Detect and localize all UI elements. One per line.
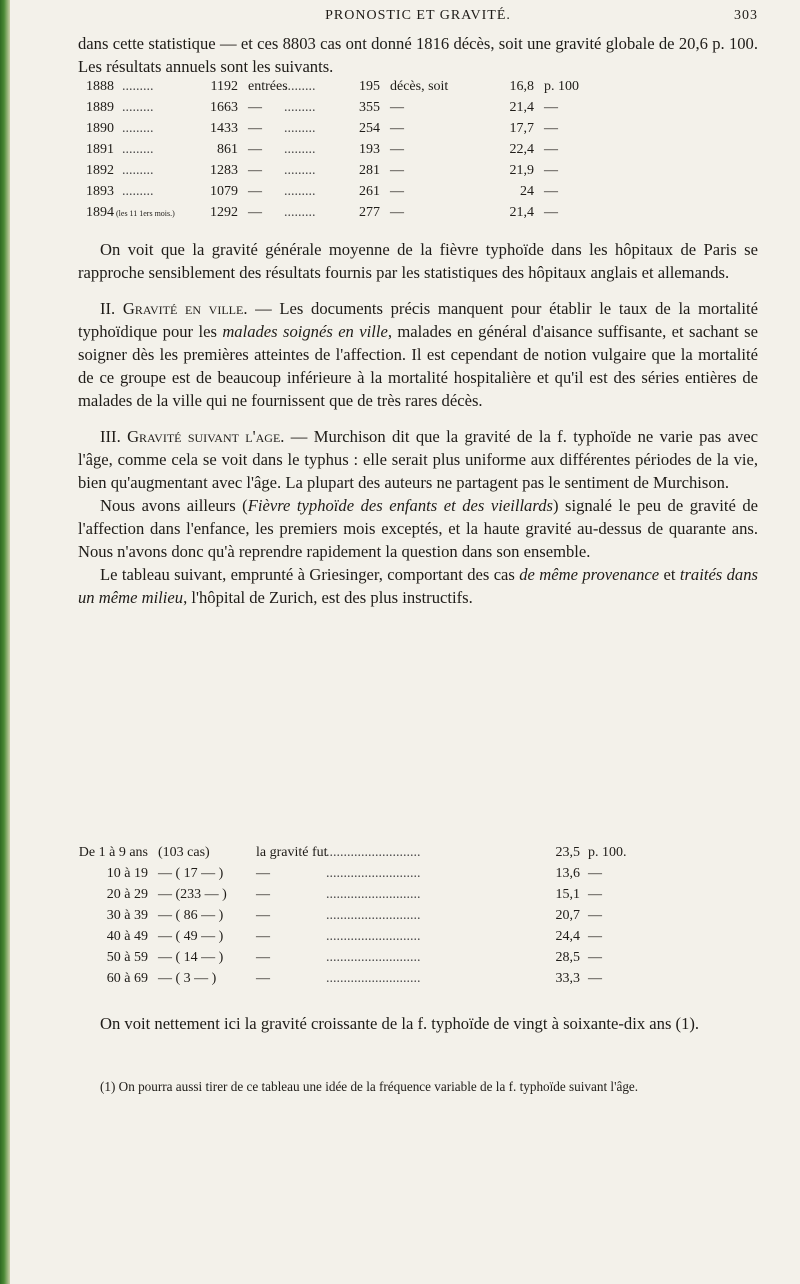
stats-entries-label: — <box>248 205 262 220</box>
stats-deaths: 193 <box>359 142 380 157</box>
annual-stats-table <box>78 76 758 223</box>
stats-row <box>78 118 758 139</box>
age-percentage: 13,6 <box>555 866 580 881</box>
age-cases: — ( 3 — ) <box>158 971 217 986</box>
stats-year: 1889 <box>86 100 114 115</box>
age-range: 40 à 49 <box>106 929 148 944</box>
stats-deaths: 277 <box>359 205 380 220</box>
stats-leader-dots: ......... <box>122 184 154 199</box>
age-row <box>78 842 758 863</box>
section-3-paragraph-2: Nous avons ailleurs (Fièvre typhoïde des enfants et des vieillards) signalé le peu de gravité de l'affection dans l'enfance, les premiers mois exceptés, et la haute gravité au-dessus de quarante ans. Nous n'avons donc qu'à reprendre rapidement la question dans son ensemble. <box>78 496 759 561</box>
stats-unit: — <box>544 205 558 220</box>
body-text-block-1 <box>78 238 758 609</box>
stats-year-note: (les 11 1ers mois.) <box>114 209 175 218</box>
stats-entries: 1192 <box>210 79 238 94</box>
age-leader-dots: ........................... <box>326 866 421 881</box>
stats-row <box>78 139 758 160</box>
section-2-heading: II. Gravité en ville. <box>100 299 248 318</box>
stats-year: 1891 <box>86 142 114 157</box>
stats-entries: 1433 <box>210 121 238 136</box>
stats-row <box>78 202 758 223</box>
stats-deaths: 355 <box>359 100 380 115</box>
age-unit: — <box>588 971 602 986</box>
stats-year: 1893 <box>86 184 114 199</box>
book-binding-edge <box>0 0 10 1284</box>
age-percentage: 23,5 <box>555 845 580 860</box>
stats-leader-dots: ......... <box>284 184 316 199</box>
age-percentage: 20,7 <box>555 908 580 923</box>
age-cases: — ( 86 — ) <box>158 908 224 923</box>
age-row <box>78 905 758 926</box>
age-leader-dots: ........................... <box>326 845 421 860</box>
stats-leader-dots: ......... <box>284 163 316 178</box>
stats-leader-dots: ......... <box>122 142 154 157</box>
running-header <box>78 8 758 28</box>
stats-deaths-label: décès, soit <box>390 79 449 94</box>
age-gravity-table <box>78 842 758 989</box>
stats-row <box>78 76 758 97</box>
age-unit: — <box>588 908 602 923</box>
stats-unit: — <box>544 142 558 157</box>
age-label: — <box>256 887 270 902</box>
age-cases: — (233 — ) <box>158 887 227 902</box>
age-cases: (103 cas) <box>158 845 210 860</box>
stats-unit: — <box>544 163 558 178</box>
age-unit: — <box>588 866 602 881</box>
stats-leader-dots: ......... <box>122 163 154 178</box>
stats-unit: — <box>544 121 558 136</box>
stats-year: 1892 <box>86 163 114 178</box>
stats-unit: — <box>544 184 558 199</box>
stats-deaths-label: — <box>390 100 404 115</box>
age-unit: — <box>588 887 602 902</box>
stats-entries-label: — <box>248 121 262 136</box>
age-label: — <box>256 866 270 881</box>
stats-leader-dots: ......... <box>284 121 316 136</box>
stats-unit: p. 100 <box>544 79 579 94</box>
age-leader-dots: ........................... <box>326 971 421 986</box>
stats-percentage: 24 <box>520 184 534 199</box>
age-leader-dots: ........................... <box>326 887 421 902</box>
stats-deaths: 195 <box>359 79 380 94</box>
stats-deaths-label: — <box>390 142 404 157</box>
paragraph-moyenne: On voit que la gravité générale moyenne de la fièvre typhoïde dans les hôpitaux de Paris se rapproche sensiblement des résultats fournis par les statistiques des hôpitaux anglais et allemands. <box>78 240 758 282</box>
stats-entries-label: — <box>248 163 262 178</box>
age-label: — <box>256 950 270 965</box>
stats-row <box>78 160 758 181</box>
age-unit: — <box>588 950 602 965</box>
section-3-paragraph-3: Le tableau suivant, emprunté à Griesinger, comportant des cas de même provenance et traités dans un même milieu, l'hôpital de Zurich, est des plus instructifs. <box>78 565 758 607</box>
stats-row <box>78 181 758 202</box>
stats-entries-label: — <box>248 100 262 115</box>
stats-entries-label: — <box>248 184 262 199</box>
stats-year: 1890 <box>86 121 114 136</box>
age-cases: — ( 14 — ) <box>158 950 224 965</box>
age-label: — <box>256 971 270 986</box>
stats-leader-dots: ......... <box>284 205 316 220</box>
stats-leader-dots: ......... <box>284 142 316 157</box>
paragraph-conclusion: On voit nettement ici la gravité croissante de la f. typhoïde de vingt à soixante-dix ans (1). <box>100 1014 700 1033</box>
section-3-paragraph: III. Gravité suivant l'age. — Murchison dit que la gravité de la f. typhoïde ne varie pas avec l'âge, comme cela se voit dans le typhus : elle serait plus uniforme aux différentes périodes de la vie, bien qu'augmentant avec l'âge. La plupart des auteurs ne partagent pas le sentiment de Murchison. <box>78 427 758 492</box>
age-label: — <box>256 929 270 944</box>
stats-deaths: 281 <box>359 163 380 178</box>
stats-percentage: 16,8 <box>509 79 534 94</box>
age-label: — <box>256 908 270 923</box>
age-range: 50 à 59 <box>106 950 148 965</box>
stats-percentage: 21,9 <box>509 163 534 178</box>
stats-leader-dots: ......... <box>284 100 316 115</box>
stats-deaths: 261 <box>359 184 380 199</box>
section-3-heading: III. Gravité suivant l'age. <box>100 427 285 446</box>
stats-leader-dots: ......... <box>122 79 154 94</box>
stats-entries: 1079 <box>210 184 238 199</box>
age-leader-dots: ........................... <box>326 950 421 965</box>
age-row <box>78 968 758 989</box>
stats-entries-label: — <box>248 142 262 157</box>
age-percentage: 33,3 <box>555 971 580 986</box>
stats-percentage: 21,4 <box>509 100 534 115</box>
age-unit: — <box>588 929 602 944</box>
page-number: 303 <box>734 8 758 23</box>
stats-entries: 861 <box>217 142 238 157</box>
age-label: la gravité fut <box>256 845 328 860</box>
footnote <box>78 1078 758 1095</box>
age-leader-dots: ........................... <box>326 908 421 923</box>
stats-percentage: 22,4 <box>509 142 534 157</box>
stats-leader-dots: ......... <box>122 121 154 136</box>
stats-deaths-label: — <box>390 184 404 199</box>
age-leader-dots: ........................... <box>326 929 421 944</box>
stats-deaths-label: — <box>390 163 404 178</box>
stats-entries: 1283 <box>210 163 238 178</box>
header-title: PRONOSTIC ET GRAVITÉ. <box>325 8 511 23</box>
age-range: 30 à 39 <box>106 908 148 923</box>
stats-deaths-label: — <box>390 205 404 220</box>
age-row <box>78 884 758 905</box>
footnote-text: (1) On pourra aussi tirer de ce tableau une idée de la fréquence variable de la f. typhoïde suivant l'âge. <box>100 1079 639 1094</box>
age-range: De 1 à 9 ans <box>78 845 148 860</box>
age-percentage: 28,5 <box>555 950 580 965</box>
age-cases: — ( 49 — ) <box>158 929 224 944</box>
age-unit: p. 100. <box>588 845 627 860</box>
age-range: 60 à 69 <box>106 971 148 986</box>
age-range: 20 à 29 <box>106 887 148 902</box>
stats-percentage: 17,7 <box>509 121 534 136</box>
age-row <box>78 863 758 884</box>
age-range: 10 à 19 <box>106 866 148 881</box>
stats-percentage: 21,4 <box>509 205 534 220</box>
body-text-block-2 <box>78 1012 758 1035</box>
stats-year: 1894 (les 11 1ers mois.) <box>86 205 175 220</box>
age-percentage: 24,4 <box>555 929 580 944</box>
age-cases: — ( 17 — ) <box>158 866 224 881</box>
age-percentage: 15,1 <box>555 887 580 902</box>
stats-year: 1888 <box>86 79 114 94</box>
stats-entries-label: entrées <box>248 79 288 94</box>
stats-unit: — <box>544 100 558 115</box>
stats-deaths: 254 <box>359 121 380 136</box>
stats-entries: 1663 <box>210 100 238 115</box>
stats-deaths-label: — <box>390 121 404 136</box>
stats-leader-dots: ......... <box>122 100 154 115</box>
stats-row <box>78 97 758 118</box>
age-row <box>78 926 758 947</box>
stats-leader-dots: ......... <box>284 79 316 94</box>
stats-entries: 1292 <box>210 205 238 220</box>
section-2-paragraph: II. Gravité en ville. — Les documents précis manquent pour établir le taux de la mortalité typhoïdique pour les malades soignés en ville, malades en général d'aisance suffisante, et sachant se soigner dès les premières atteintes de l'affection. Il est cependant de notion vulgaire que la mortalité de ce groupe est de beaucoup inférieure à la mortalité hospitalière et qu'il est des séries entières de malades de la ville qui ne fournissent que de très rares décès. <box>78 299 758 410</box>
age-row <box>78 947 758 968</box>
intro-paragraph: dans cette statistique — et ces 8803 cas ont donné 1816 décès, soit une gravité globale de 20,6 p. 100. Les résultats annuels sont les suivants. <box>78 34 758 76</box>
